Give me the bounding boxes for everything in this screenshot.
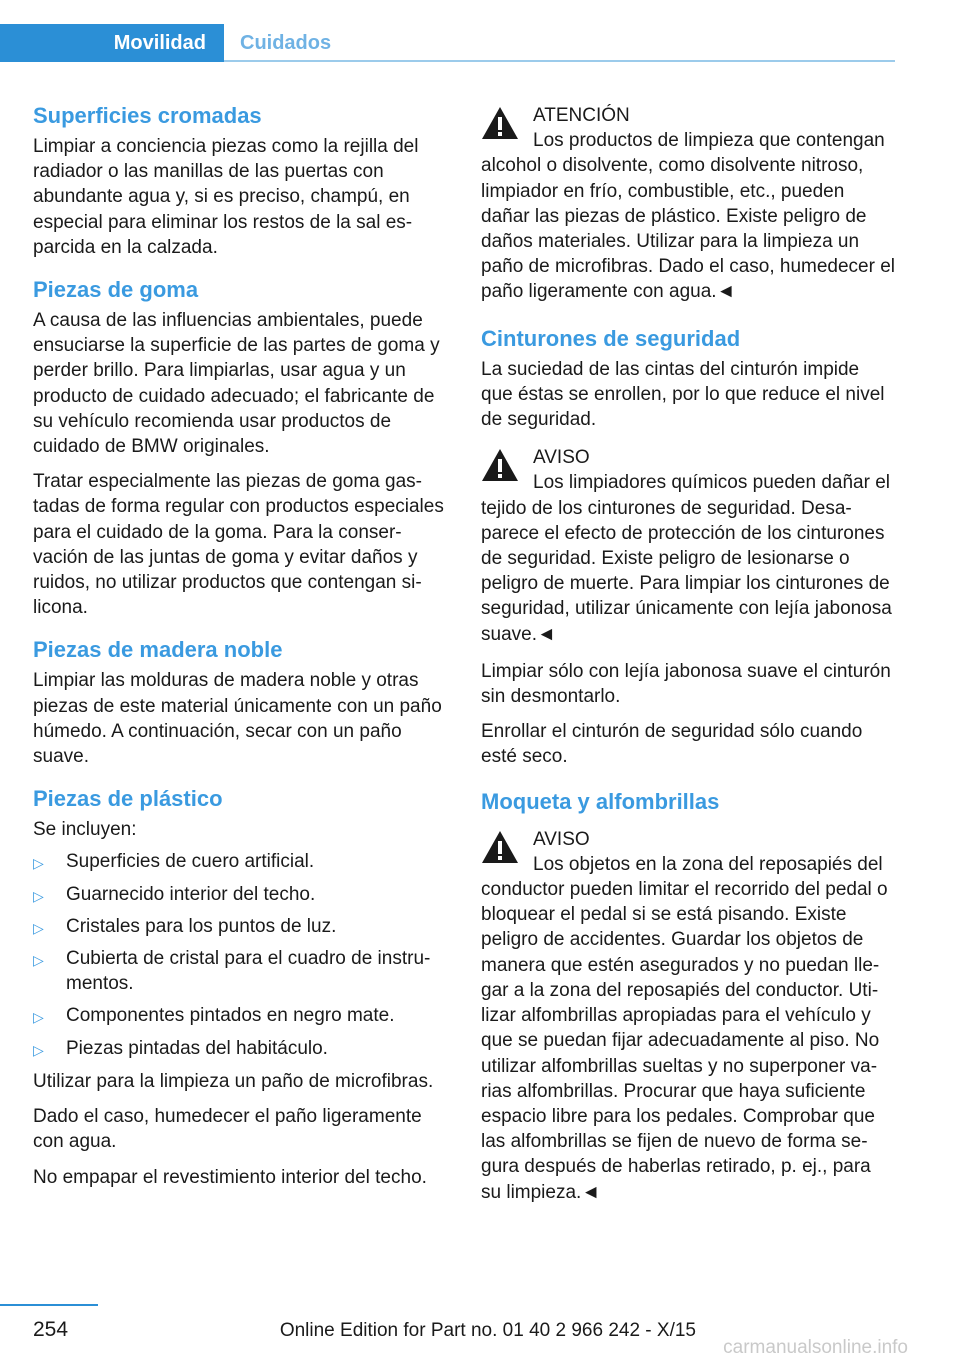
warning-atencion (481, 100, 896, 305)
list-item: ▷ Piezas pintadas del habitáculo. (33, 1036, 448, 1061)
paragraph: La suciedad de las cintas del cinturón impide que éstas se enrollen, por lo que reduce el nivel de seguridad. (481, 358, 885, 431)
section-title: Moqueta y alfombrillas (481, 788, 720, 814)
section-piezas-de-madera (33, 634, 448, 769)
section-title: Piezas de goma (33, 277, 199, 303)
section-title: Piezas de madera noble (33, 637, 283, 663)
list-item: ▷ Guarnecido interior del techo. (33, 882, 448, 907)
paragraph: Limpiar a conciencia piezas como la rejilla del radiador o las manillas de las puertas con abundante agua y, si es preciso, champú, en especial para eliminar los restos de la sal esparcida en la calzada. (33, 136, 419, 258)
warning-title: AVISO (533, 447, 590, 469)
edition-note: Online Edition for Part no. 01 40 2 966 242 - X/15 (279, 1320, 696, 1341)
section-title: Superficies cromadas (33, 103, 262, 128)
warning-text: Los objetos en la zona del reposapiés del conductor pueden limitar el recorrido del pedal o bloquear el pedal si se está pisando. Existe peligro de accidentes. Guardar los objetos de manera que estén asegurados y no puedan llegar a la zona del reposapiés del conductor. Utilizar alfombrillas apropiadas para el vehículo y que se puedan fijar adecuadamente al piso. No utilizar alfombrillas sueltas y no superponer varias alfombrillas. Procurar que haya suficiente espacio libre para los pedales. Comprobar que las alfombrillas se fijen de nuevo de forma segura después de haberlas retirado, p. ej., para su limpieza.◄ (481, 853, 888, 1203)
paragraph: Se incluyen: (33, 819, 137, 841)
watermark: carmanualsonline.info (723, 1337, 908, 1358)
bullet-arrow-icon: ▷ (33, 1041, 44, 1058)
list-item: ▷ Componentes pintados en negro mate. (33, 1003, 448, 1028)
list-item: ▷ Superficies de cuero artificial. (33, 849, 448, 874)
left-column (33, 100, 448, 1204)
section-superficies-cromadas (33, 100, 448, 260)
paragraph: Limpiar sólo con lejía jabonosa suave el cinturón sin desmontarlo. (481, 660, 891, 708)
warning-aviso-moqueta (481, 824, 896, 1205)
section-title: Piezas de plástico (33, 786, 223, 812)
header-divider (224, 60, 895, 62)
paragraph: Dado el caso, humedecer el paño ligeramente con agua. (33, 1106, 422, 1153)
warning-triangle-icon (481, 830, 519, 864)
section-cinturones (481, 323, 896, 433)
warning-title: ATENCIÓN (533, 105, 630, 126)
right-column (481, 100, 896, 1217)
paragraph: Limpiar las molduras de madera noble y otras piezas de este material únicamente con un paño húmedo. A continuación, secar con un paño suave. (33, 670, 442, 768)
paragraph: Enrollar el cinturón de seguridad sólo cuando esté seco. (481, 721, 863, 768)
list-item: ▷ Cubierta de cristal para el cuadro de instrumentos. (33, 948, 431, 995)
footer-rule (0, 1304, 98, 1306)
bullet-arrow-icon: ▷ (33, 855, 44, 872)
section-moqueta (481, 786, 896, 818)
section-piezas-de-plastico (33, 783, 448, 1189)
paragraph: No empapar el revestimiento interior del techo. (33, 1166, 427, 1188)
page-number: 254 (33, 1318, 69, 1341)
bullet-list (33, 849, 448, 1060)
paragraph: A causa de las influencias ambientales, puede ensuciarse la superficie de las partes de goma y perder brillo. Para limpiarlas, usar agua y un producto de cuidado adecuado; el fabricante de su vehículo recomienda usar productos de cuidado de BMW originales. (33, 310, 440, 458)
bullet-arrow-icon: ▷ (33, 1009, 44, 1026)
section-piezas-de-goma (33, 274, 448, 620)
list-item: ▷ Cristales para los puntos de luz. (33, 914, 448, 939)
bullet-arrow-icon: ▷ (33, 887, 44, 904)
warning-triangle-icon (481, 106, 519, 140)
section-title: Cinturones de seguridad (481, 325, 741, 351)
chapter-header (0, 24, 895, 62)
warning-text: Los productos de limpieza que contengan alcohol o disolvente, como disolvente nitroso, limpiador en frío, combustible, etc., pueden dañar las piezas de plástico. Existe peligro de daños materiales. Utilizar para la limpieza un paño de microfibras. Dado el caso, humedecer el paño ligeramente con agua.◄ (481, 130, 896, 303)
tab-cuidados[interactable]: Cuidados (240, 31, 332, 54)
bullet-arrow-icon: ▷ (33, 952, 44, 969)
warning-title: AVISO (533, 828, 590, 850)
paragraph: Tratar especialmente las piezas de goma gastadas de forma regular con productos especiales para el cuidado de la goma. Para la conservación de las juntas de goma y evitar daños y ruidos, no utilizar productos que contengan silicona. (33, 471, 444, 619)
tab-movilidad[interactable]: Movilidad (0, 24, 224, 62)
paragraph: Utilizar para la limpieza un paño de microfibras. (33, 1070, 434, 1092)
warning-triangle-icon (481, 448, 519, 482)
warning-aviso-cinturones (481, 442, 896, 647)
warning-text: Los limpiadores químicos pueden dañar el tejido de los cinturones de seguridad. Desaparece el efecto de protección de los cinturones de seguridad. Existe peligro de lesionarse o peligro de muerte. Para limpiar los cinturones de seguridad, utilizar únicamente con lejía jabonosa suave.◄ (481, 472, 892, 645)
bullet-arrow-icon: ▷ (33, 919, 44, 936)
